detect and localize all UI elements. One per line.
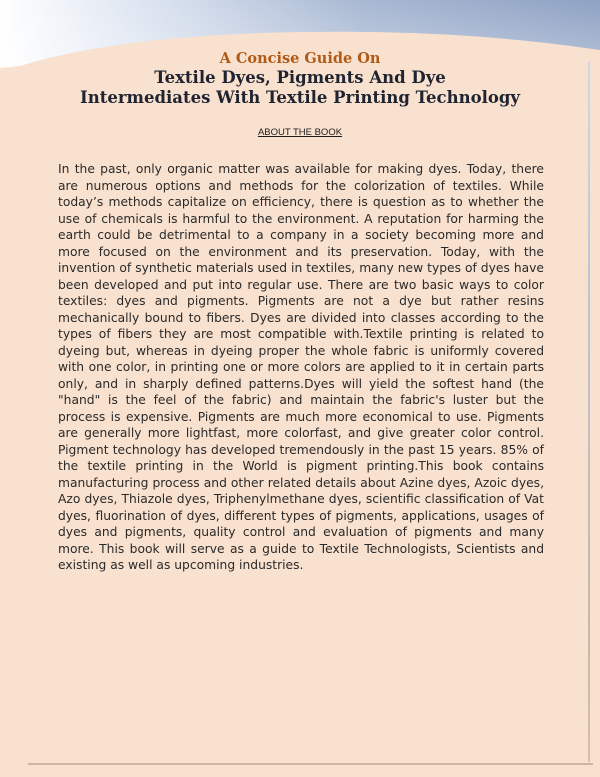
book-title-line-2: Intermediates With Textile Printing Technology bbox=[80, 88, 520, 107]
book-title-line-1: Textile Dyes, Pigments And Dye bbox=[154, 68, 446, 87]
bottom-frame-line bbox=[28, 763, 593, 765]
section-heading: ABOUT THE BOOK bbox=[257, 127, 343, 138]
right-frame-line bbox=[588, 62, 590, 762]
book-subtitle: A Concise Guide On bbox=[219, 50, 381, 67]
book-description: In the past, only organic matter was available for making dyes. Today, there are numerous options and methods for the colorization of textiles. While today’s methods capitalize on efficiency, there is question as to whether the use of chemicals is harmful to the environment. A reputation for harming the earth could be detrimental to a company in a society becoming more and more focused on the environment and its preservation. Today, with the invention of synthetic materials used in textiles, many new types of dyes have been developed and put into regular use. There are two basic ways to color textiles: dyes and pigments. Pigments are not a dye but rather resins mechanically bound to fibers. Dyes are divided into classes according to the types of fibers they are most compatible with.Textile printing is related to dyeing but, whereas in dyeing proper the whole fabric is uniformly covered with one color, in printing one or more colors are applied to it in certain parts only, and in sharply defined patterns.Dyes will yield the softest hand (the "hand" is the feel of the fabric) and maintain the fabric's luster but the process is expensive. Pigments are much more economical to use. Pigments are generally more lightfast, more colorfast, and give greater color control. Pigment technology has developed tremendously in the past 15 years. 85% of the textile printing in the World is pigment printing.This book contains manufacturing process and other related details about Azine dyes, Azoic dyes, Azo dyes, Thiazole dyes, Triphenylmethane dyes, scientific classification of Vat dyes, fluorination of dyes, different types of pigments, applications, usages of dyes and pigments, quality control and evaluation of pigments and many more. This book will serve as a guide to Textile Technologists, Scientists and existing as well as upcoming industries. bbox=[58, 162, 544, 572]
title-block bbox=[0, 50, 600, 108]
